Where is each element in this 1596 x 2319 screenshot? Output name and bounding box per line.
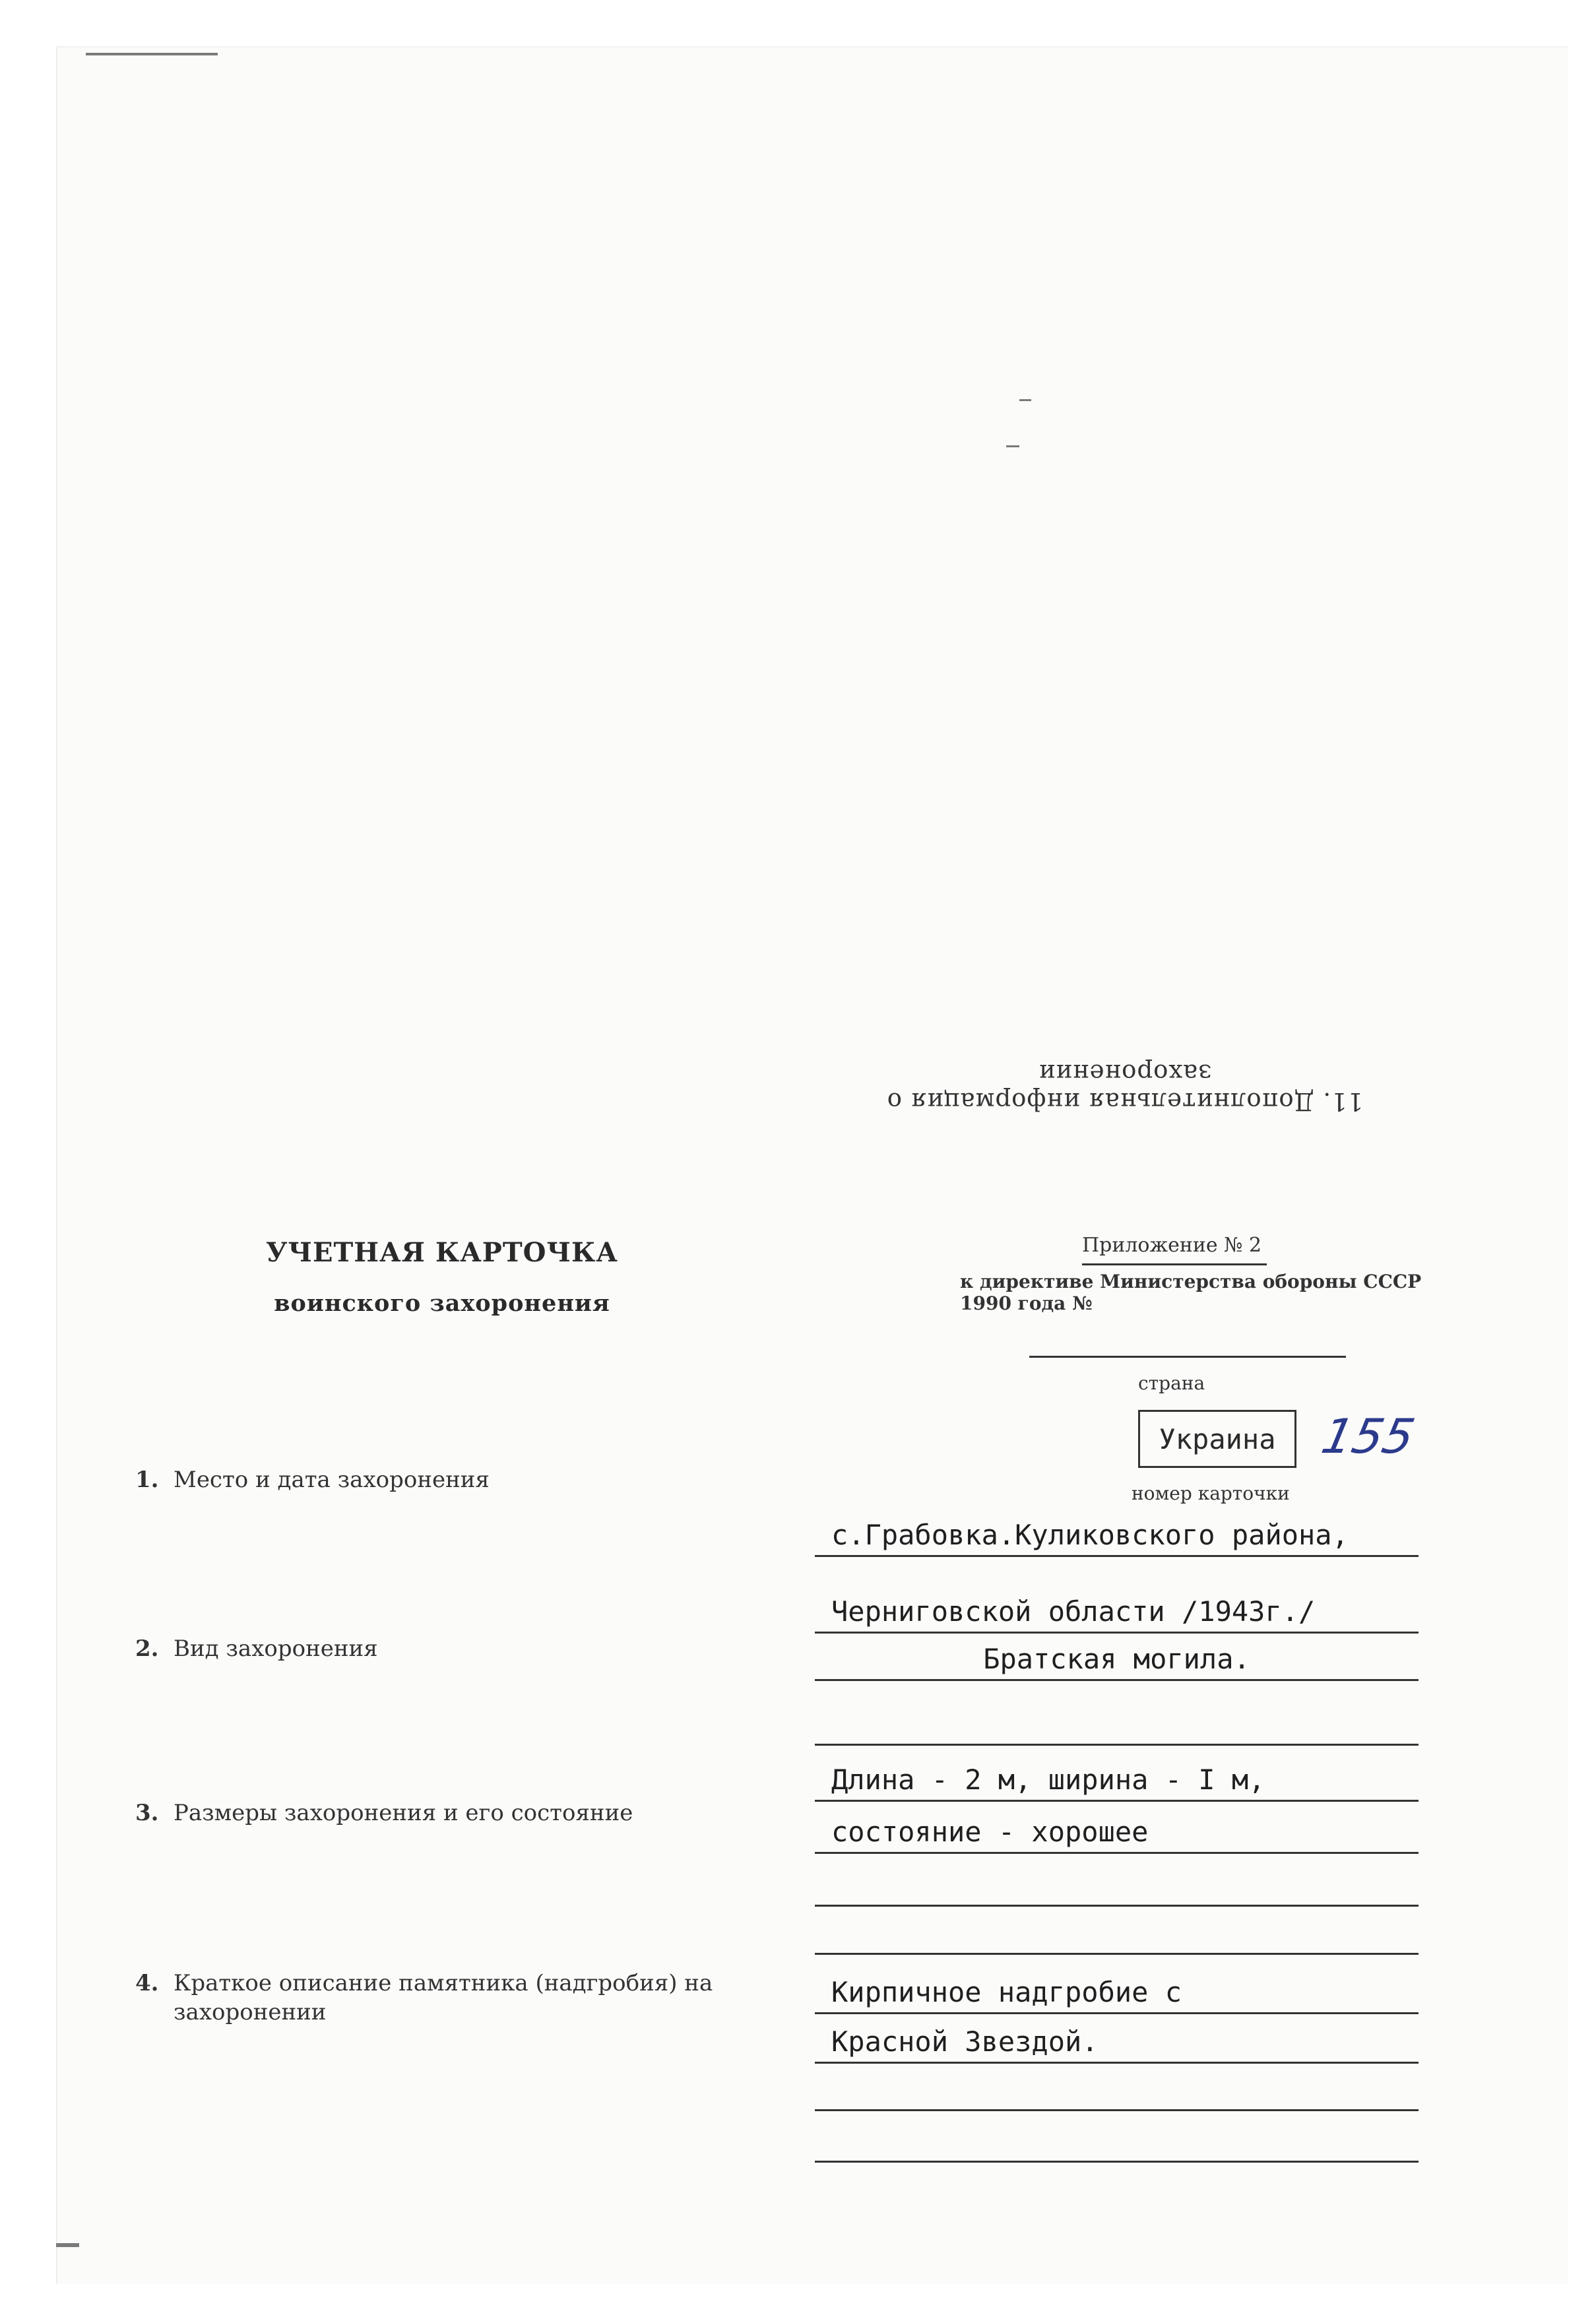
country-box: Украина [1138,1410,1296,1468]
field-value: Черниговской области /1943г./ [831,1595,1316,1628]
field-line [815,1519,1419,1557]
card-number-label: номер карточки [1132,1482,1290,1504]
field-line [815,1976,1419,2014]
appendix-underline [1082,1263,1267,1265]
scan-mark [86,53,218,55]
country-label: страна [1138,1372,1205,1394]
field-label-size-condition [135,1799,633,1827]
directive-reference [960,1271,1421,1314]
scan-mark [1006,445,1019,447]
field-line [815,1763,1419,1802]
field-label: Место и дата захоронения [174,1467,490,1493]
field-line [815,2124,1419,2163]
field-line [815,2073,1419,2111]
field-value: состояние - хорошее [831,1816,1149,1848]
scan-mark [56,2243,79,2247]
appendix-label: Приложение № 2 [1082,1234,1262,1257]
field-line [815,1816,1419,1854]
field-label: Краткое описание памятника (надгробия) на [174,1970,713,1996]
field-label: Размеры захоронения и его состояние [174,1800,633,1826]
directive-number-rule [1029,1356,1346,1358]
field-number: 4. [135,1970,159,1996]
field-label-monument [135,1969,762,1997]
field-label: Вид захоронения [174,1636,378,1662]
upside-down-section-heading: 11. Дополнительная информация о захоронении [886,1059,1364,1116]
field-line [815,2025,1419,2064]
directive-line-1: к директиве Министерства обороны СССР [960,1271,1422,1292]
directive-line-2: 1990 года № [960,1292,1093,1314]
card-subtitle: воинского захоронения [274,1290,610,1317]
field-value: Красной Звездой. [831,2025,1099,2058]
field-label-burial-type [135,1635,378,1663]
field-label-continuation: захоронении [174,1999,327,2025]
field-line [815,1643,1419,1681]
field-value: Братская могила. [983,1643,1250,1675]
field-label-place-date [135,1466,490,1494]
field-number: 2. [135,1636,159,1662]
field-line [815,1595,1419,1634]
card-number: 155 [1317,1409,1420,1464]
field-line [815,1917,1419,1955]
card-title: УЧЕТНАЯ КАРТОЧКА [266,1237,618,1268]
field-value: с.Грабовка.Куликовского района, [831,1519,1349,1551]
field-value: Кирпичное надгробие с [831,1976,1182,2008]
field-number: 1. [135,1467,159,1493]
field-line [815,1868,1419,1907]
field-number: 3. [135,1800,159,1826]
scan-mark [1019,399,1031,401]
field-value: Длина - 2 м, ширина - I м, [831,1763,1265,1796]
field-line [815,1707,1419,1746]
